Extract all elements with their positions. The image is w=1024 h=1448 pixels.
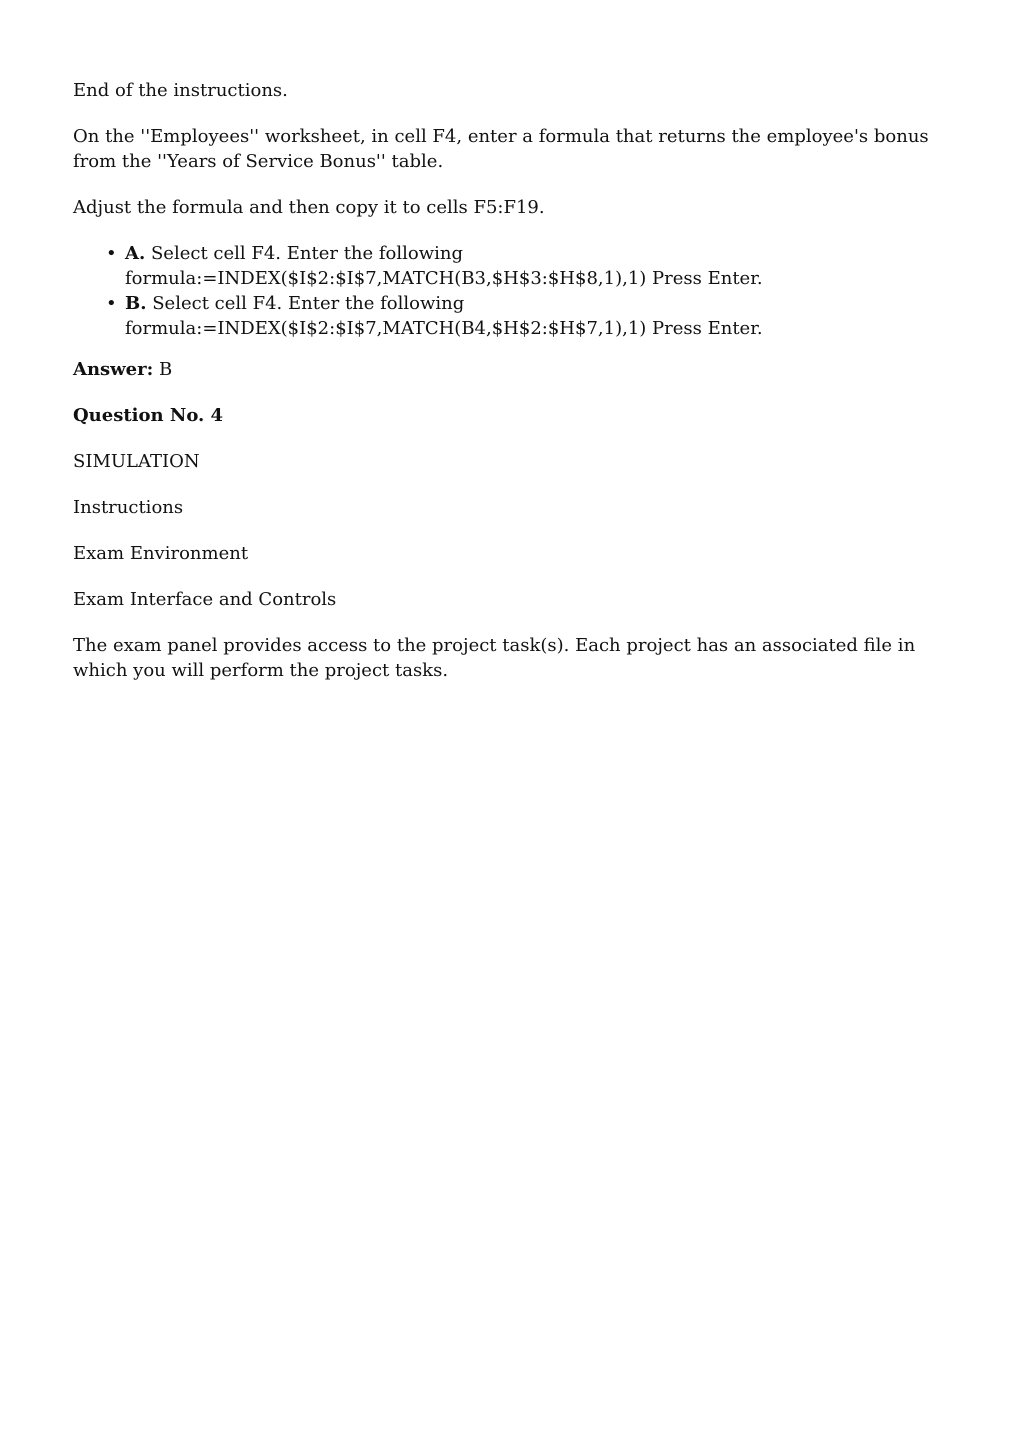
task-adjust-instruction: Adjust the formula and then copy it to cells F5:F19.	[73, 197, 545, 218]
option-a	[106, 241, 953, 291]
instructions-label: Instructions	[73, 497, 184, 518]
question-heading: Question No. 4	[73, 405, 224, 426]
end-of-instructions-text: End of the instructions.	[73, 80, 288, 101]
exam-environment-label: Exam Environment	[73, 543, 249, 564]
simulation-label: SIMULATION	[73, 451, 200, 472]
option-a-letter: A.	[125, 243, 146, 264]
document-page	[73, 78, 953, 704]
option-a-text: Select cell F4. Enter the following formula:=INDEX($I$2:$I$7,MATCH(B3,$H$3:$H$8,1),1) Press Enter.	[125, 243, 763, 289]
answer-line	[73, 357, 953, 382]
bullet-icon: •	[106, 243, 117, 264]
exam-interface-label: Exam Interface and Controls	[73, 589, 337, 610]
option-b-text: Select cell F4. Enter the following formula:=INDEX($I$2:$I$7,MATCH(B4,$H$2:$H$7,1),1) Press Enter.	[125, 293, 763, 339]
exam-panel-description: The exam panel provides access to the project task(s). Each project has an associated file in which you will perform the project tasks.	[73, 635, 916, 681]
option-b	[106, 291, 953, 341]
answer-options-list	[73, 241, 953, 341]
answer-label: Answer:	[73, 359, 154, 380]
task-description: On the ''Employees'' worksheet, in cell F4, enter a formula that returns the employee's bonus from the ''Years of Service Bonus'' table.	[73, 126, 929, 172]
answer-value: B	[159, 359, 173, 380]
option-b-letter: B.	[125, 293, 147, 314]
bullet-icon: •	[106, 293, 117, 314]
